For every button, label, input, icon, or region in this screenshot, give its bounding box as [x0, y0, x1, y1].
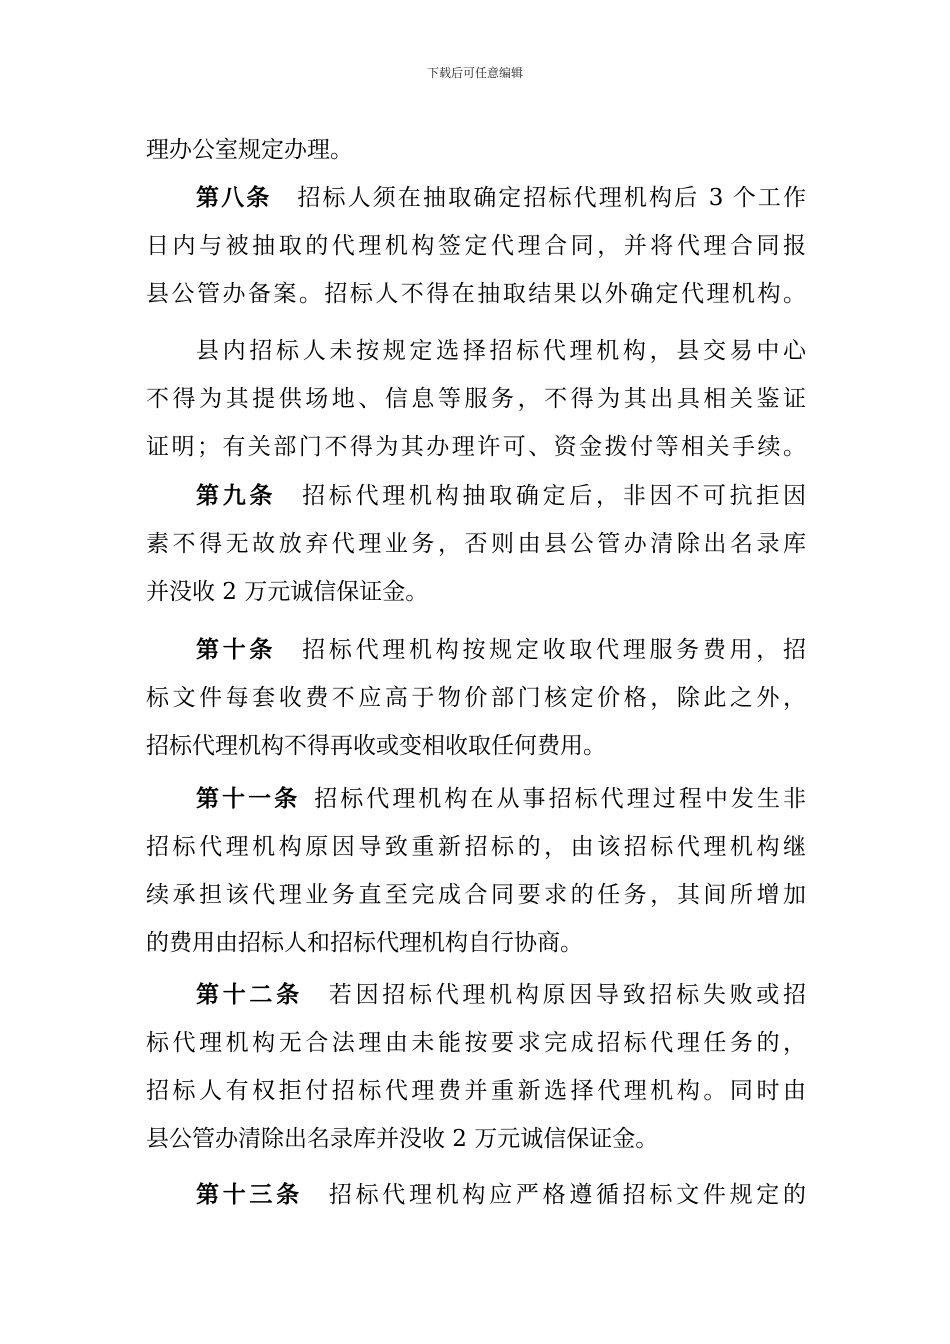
body-line: 续承担该代理业务直至完成合同要求的任务，其间所增加	[146, 882, 806, 908]
body-line: 的费用由招标人和招标代理机构自行协商。	[146, 930, 583, 956]
article-text: 招标人须在抽取确定招标代理机构后 3 个工作	[297, 185, 806, 211]
article-12-heading	[196, 971, 806, 1019]
article-text: 招标代理机构按规定收取代理服务费用，招	[302, 637, 807, 663]
body-line: 理办公室规定办理。	[146, 137, 353, 163]
body-line: 县内招标人未按规定选择招标代理机构，县交易中心	[196, 338, 806, 364]
body-line: 不得为其提供场地、信息等服务，不得为其出具相关鉴证	[146, 386, 806, 412]
body-line: 标文件每套收费不应高于物价部门核定价格，除此之外，	[146, 685, 806, 711]
body-line: 并没收 2 万元诚信保证金。	[146, 579, 429, 605]
body-line: 证明；有关部门不得为其办理许可、资金拨付等相关手续。	[146, 434, 806, 460]
body-line: 县公管办备案。招标人不得在抽取结果以外确定代理机构。	[146, 281, 806, 307]
article-title: 第九条	[196, 482, 277, 509]
article-text: 招标代理机构在从事招标代理过程中发生非	[314, 786, 807, 812]
page-header-note: 下载后可任意编辑	[426, 66, 523, 80]
body-line: 标代理机构无合法理由未能按要求完成招标代理任务的，	[146, 1030, 806, 1056]
article-title: 第十条	[196, 636, 277, 663]
article-text: 招标代理机构抽取确定后，非因不可抗拒因	[302, 483, 807, 509]
body-line: 日内与被抽取的代理机构签定代理合同，并将代理合同报	[146, 233, 806, 259]
article-title: 第十一条	[196, 785, 301, 812]
article-13-heading	[196, 1171, 806, 1219]
body-line: 招标人有权拒付招标代理费并重新选择代理机构。同时由	[146, 1078, 806, 1104]
article-text: 若因招标代理机构原因导致招标失败或招	[328, 982, 807, 1008]
article-title: 第十三条	[196, 1181, 303, 1208]
body-line: 招标代理机构不得再收或变相收取任何费用。	[146, 733, 606, 759]
article-11-heading	[196, 775, 806, 823]
article-8-heading	[196, 174, 806, 222]
article-title: 第八条	[196, 184, 272, 211]
body-line: 招标代理机构原因导致重新招标的，由该招标代理机构继	[146, 834, 806, 860]
article-title: 第十二条	[196, 981, 303, 1008]
article-10-heading	[196, 626, 806, 674]
body-line: 素不得无故放弃代理业务，否则由县公管办清除出名录库	[146, 531, 806, 557]
article-text: 招标代理机构应严格遵循招标文件规定的	[328, 1182, 807, 1208]
article-9-heading	[196, 472, 806, 520]
body-line: 县公管办清除出名录库并没收 2 万元诚信保证金。	[146, 1126, 659, 1152]
